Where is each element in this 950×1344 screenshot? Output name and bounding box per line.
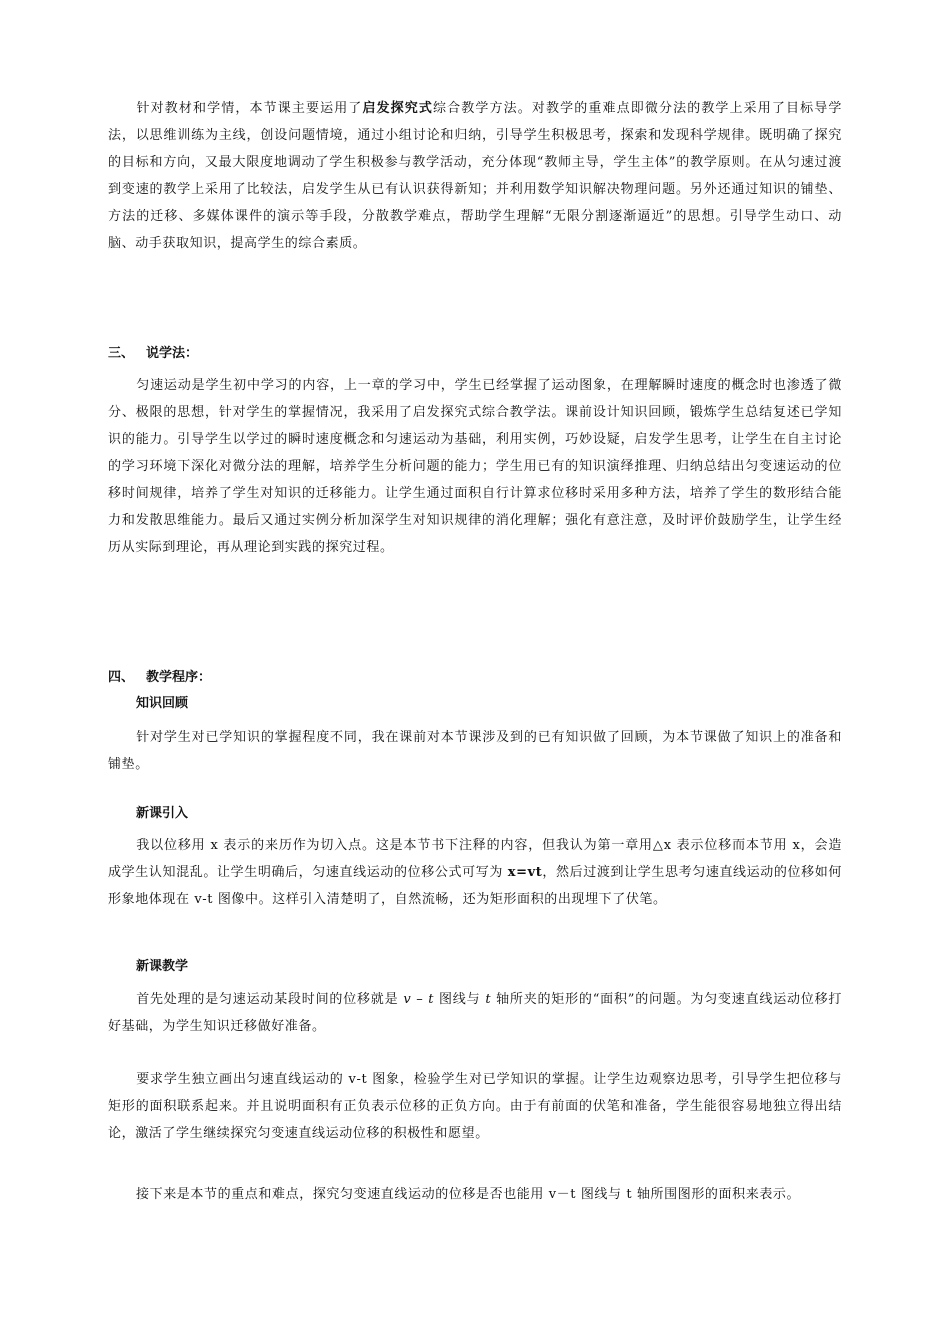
section-heading-teaching-procedure: 四、 教学程序： — [108, 670, 212, 685]
paragraph-draw-vt-graph: 要求学生独立画出匀速直线运动的 v-t 图象，检验学生对已学知识的掌握。让学生边观察边思考，引导学生把位移与矩形的面积联系起来。并且说明面积有正负表示位移的正负方向。由于有前面的伏笔和准备，学生能很容易地独立得出结论，激活了学生继续探究匀变速直线运动位移的积极性和愿望。 — [108, 1072, 842, 1141]
paragraph-teaching-method: 针对教材和学情，本节课主要运用了启发探究式综合教学方法。对教学的重难点即微分法的教学上采用了目标导学法，以思维训练为主线，创设问题情境，通过小组讨论和归纳，引导学生积极思考，探索和发现科学规律。既明确了探究的目标和方向，又最大限度地调动了学生积极参与教学活动，充分体现“教师主导，学生主体”的教学原则。在从匀速过渡到变速的教学上采用了比较法，启发学生从已有认识获得新知；并利用数学知识解决物理问题。另外还通过知识的铺垫、方法的迁移、多媒体课件的演示等手段，分散教学难点，帮助学生理解“无限分割逐渐逼近”的思想。引导学生动口、动脑、动手获取知识，提高学生的综合素质。 — [108, 101, 842, 251]
math-t: t — [485, 992, 492, 1007]
subheading-knowledge-review: 知识回顾 — [136, 696, 189, 711]
math-v-t: v – t — [403, 992, 435, 1007]
paragraph-uniform-motion-area: 首先处理的是匀速运动某段时间的位移就是 v – t 图线与 t 轴所夹的矩形的“面积”的问题。为匀变速直线运动位移打好基础，为学生知识迁移做好准备。 — [108, 992, 842, 1034]
subheading-lesson-introduction: 新课引入 — [136, 806, 189, 821]
formula-x-vt: x=vt — [507, 865, 543, 880]
paragraph-key-difficulty: 接下来是本节的重点和难点，探究匀变速直线运动的位移是否也能用 v－t 图线与 t 轴所围图形的面积来表示。 — [136, 1187, 801, 1202]
subheading-new-lesson-teaching: 新课教学 — [136, 959, 189, 974]
section-heading-study-method: 三、 说学法： — [108, 346, 199, 361]
paragraph-knowledge-review: 针对学生对已学知识的掌握程度不同，我在课前对本节课涉及到的已有知识做了回顾，为本节课做了知识上的准备和铺垫。 — [108, 730, 842, 772]
paragraph-study-method: 匀速运动是学生初中学习的内容，上一章的学习中，学生已经掌握了运动图象，在理解瞬时速度的概念时也渗透了微分、极限的思想，针对学生的掌握情况，我采用了启发探究式综合教学法。课前设计知识回顾，锻炼学生总结复述已学知识的能力。引导学生以学过的瞬时速度概念和匀速运动为基础，利用实例，巧妙设疑，启发学生思考，让学生在自主讨论的学习环境下深化对微分法的理解，培养学生分析问题的能力；学生用已有的知识演绎推理、归纳总结出匀变速运动的位移时间规律，培养了学生对知识的迁移能力。让学生通过面积自行计算求位移时采用多种方法，培养了学生的数形结合能力和发散思维能力。最后又通过实例分析加深学生对知识规律的消化理解；强化有意注意，及时评价鼓励学生，让学生经历从实际到理论，再从理论到实践的探究过程。 — [108, 378, 842, 555]
bold-term: 启发探究式 — [362, 101, 434, 116]
paragraph-lesson-introduction: 我以位移用 x 表示的来历作为切入点。这是本节书下注释的内容，但我认为第一章用△x 表示位移而本节用 x，会造成学生认知混乱。让学生明确后，匀速直线运动的位移公式可写为 x=vt，然后过渡到让学生思考匀速直线运动的位移如何形象地体现在 v-t 图像中。这样引入清楚明了，自然流畅，还为矩形面积的出现埋下了伏笔。 — [108, 838, 843, 907]
